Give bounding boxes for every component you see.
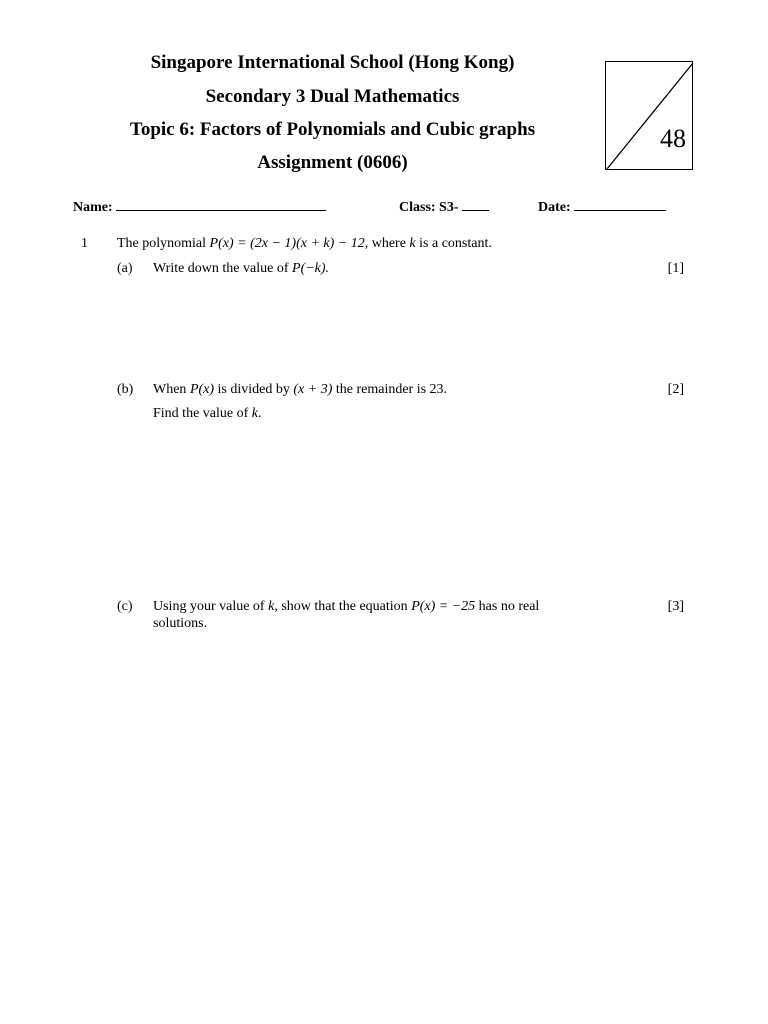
polynomial-expression: P(x) = (2x − 1)(x + k) − 12 bbox=[209, 236, 365, 251]
part-a-marks: [1] bbox=[667, 261, 684, 276]
assignment-title: Assignment (0606) bbox=[257, 152, 408, 173]
part-c-text-line2: solutions. bbox=[153, 616, 208, 631]
part-b-label: (b) bbox=[117, 382, 134, 397]
part-c-text: Using your value of k, show that the equation P(x) = −25 has no real bbox=[153, 599, 540, 614]
name-field[interactable] bbox=[73, 197, 326, 217]
topic-title: Topic 6: Factors of Polynomials and Cubic graphs bbox=[129, 119, 536, 140]
part-b-marks: [2] bbox=[667, 382, 684, 397]
part-c-marks: [3] bbox=[667, 599, 684, 614]
question-number: 1 bbox=[81, 236, 88, 251]
class-field[interactable] bbox=[399, 197, 489, 217]
marks-box bbox=[605, 61, 693, 170]
date-field[interactable] bbox=[538, 197, 666, 217]
part-a-label: (a) bbox=[117, 261, 133, 276]
part-b-text: When P(x) is divided by (x + 3) the remainder is 23. bbox=[153, 382, 448, 397]
course-title: Secondary 3 Dual Mathematics bbox=[205, 86, 460, 107]
name-label: Name: bbox=[73, 200, 113, 215]
class-blank[interactable] bbox=[462, 197, 489, 211]
school-name: Singapore International School (Hong Kong) bbox=[150, 52, 515, 73]
total-marks: 48 bbox=[660, 124, 686, 153]
class-label: Class: S3- bbox=[399, 200, 459, 215]
name-blank[interactable] bbox=[116, 197, 326, 211]
question-stem: The polynomial P(x) = (2x − 1)(x + k) − 12, where k is a constant. bbox=[117, 236, 492, 251]
part-a-text: Write down the value of P(−k). bbox=[153, 261, 330, 276]
part-c-label: (c) bbox=[117, 599, 133, 614]
date-label: Date: bbox=[538, 200, 571, 215]
date-blank[interactable] bbox=[574, 197, 666, 211]
diagonal-line bbox=[606, 62, 694, 171]
part-b-text-line2: Find the value of k. bbox=[153, 406, 262, 421]
